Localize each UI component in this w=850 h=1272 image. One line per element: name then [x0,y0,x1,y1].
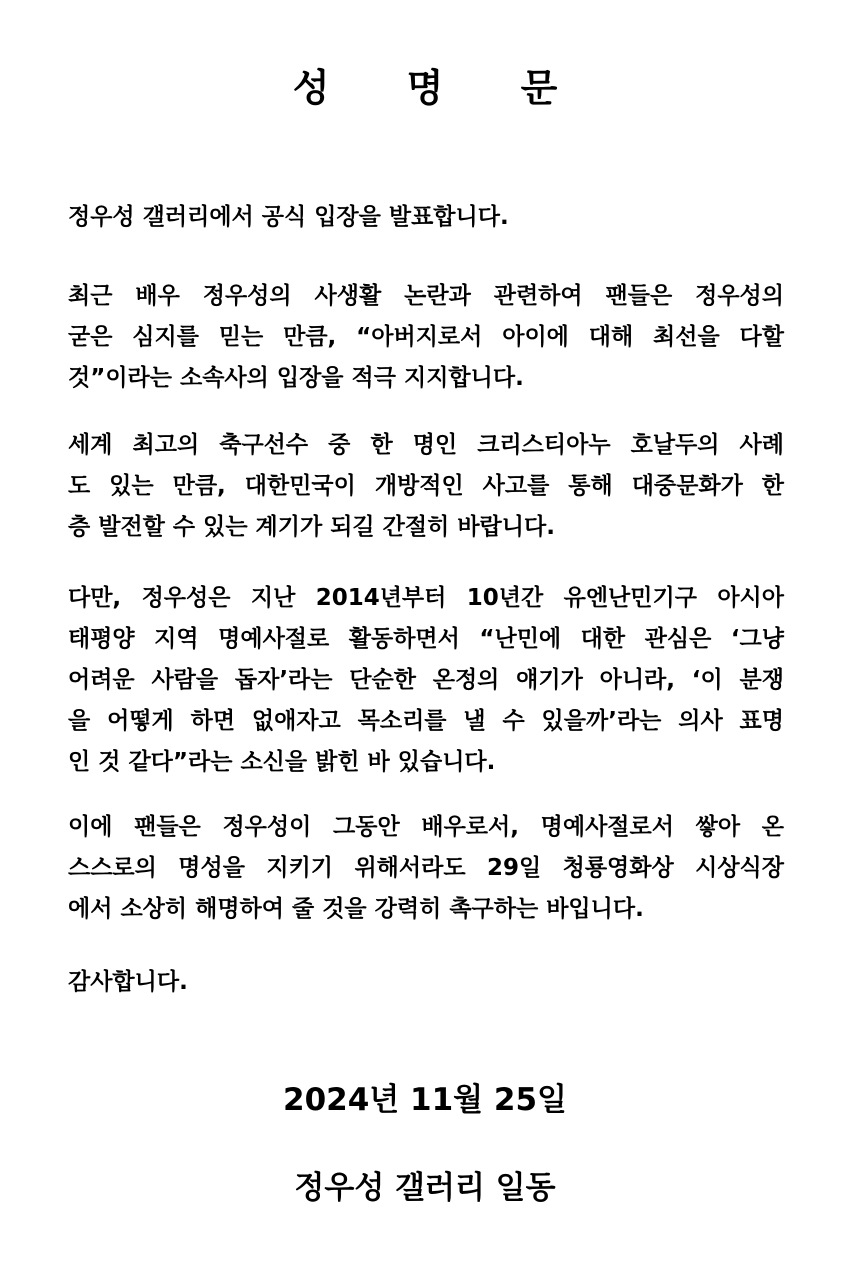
thanks-line: 감사합니다. [68,969,188,995]
paragraph-line: 것”이라는 소속사의 입장을 적극 지지합니다. [68,365,524,391]
statement-signature: 정우성 갤러리 일동 [294,1170,556,1206]
paragraph-unhcr-quote [68,578,784,783]
paragraph-line: 굳은 심지를 믿는 만큼, “아버지로서 아이에 대해 최선을 다할 [68,324,784,350]
paragraph-line: 최근 배우 정우성의 사생활 논란과 관련하여 팬들은 정우성의 [68,283,784,309]
paragraph-line: 세계 최고의 축구선수 중 한 명인 크리스티아누 호날두의 사례 [68,432,784,458]
paragraph-line: 을 어떻게 하면 없애자고 목소리를 낼 수 있을까’라는 의사 표명 [68,708,784,734]
paragraph-support [68,276,784,399]
statement-date: 2024년 11월 25일 [283,1082,567,1118]
paragraph-line: 스스로의 명성을 지키기 위해서라도 29일 청룡영화상 시상식장 [68,855,784,881]
paragraph-line: 에서 소상히 해명하여 줄 것을 강력히 촉구하는 바입니다. [68,896,644,922]
intro-paragraph [68,197,784,238]
paragraph-line: 이에 팬들은 정우성이 그동안 배우로서, 명예사절로서 쌓아 온 [68,814,784,840]
paragraph-line: 인 것 같다”라는 소신을 밝힌 바 있습니다. [68,749,496,775]
paragraph-line: 다만, 정우성은 지난 2014년부터 10년간 유엔난민기구 아시아 [68,585,784,611]
paragraph-line: 도 있는 만큼, 대한민국이 개방적인 사고를 통해 대중문화가 한 [68,473,784,499]
paragraph-request [68,807,784,930]
paragraph-ronaldo-example [68,425,784,548]
intro-line: 정우성 갤러리에서 공식 입장을 발표합니다. [68,204,509,230]
paragraph-line: 태평양 지역 명예사절로 활동하면서 “난민에 대한 관심은 ‘그냥 [68,626,784,652]
document-title: 성 명 문 [292,66,590,110]
paragraph-line: 어려운 사람을 돕자’라는 단순한 온정의 얘기가 아니라, ‘이 분쟁 [68,667,784,693]
paragraph-line: 층 발전할 수 있는 계기가 되길 간절히 바랍니다. [68,514,555,540]
closing-thanks [68,962,784,1003]
